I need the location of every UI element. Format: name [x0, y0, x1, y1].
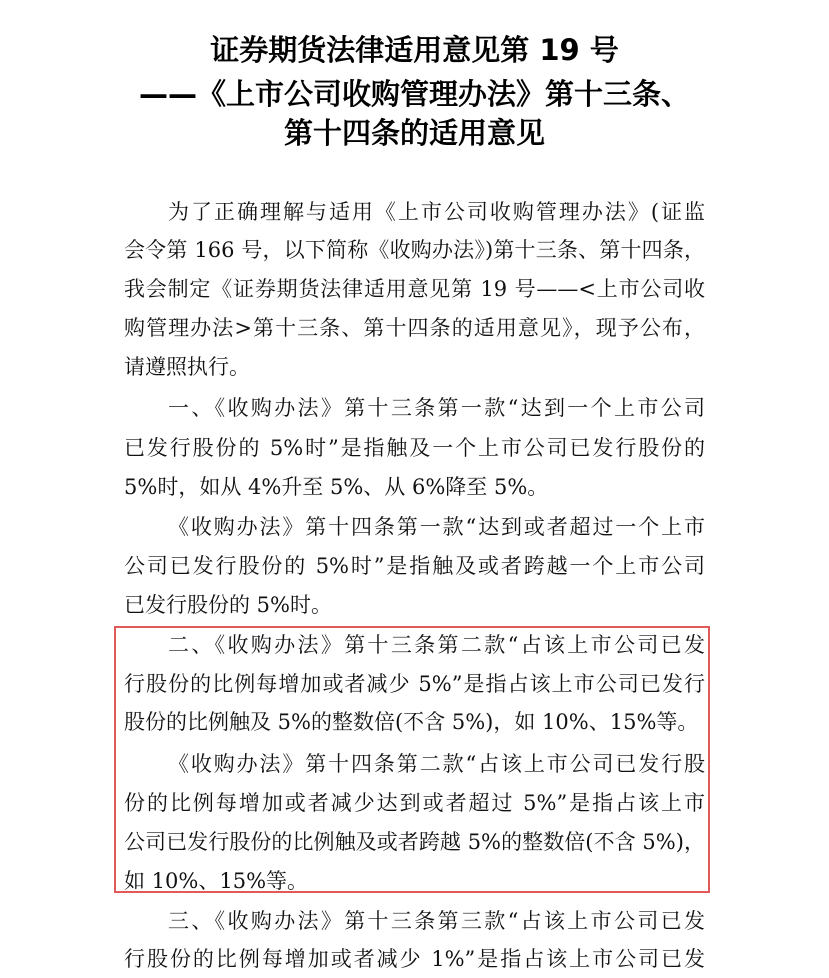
title-line-2: ——《上市公司收购管理办法》第十三条、 — [138, 77, 690, 111]
paragraph-1-line-4: 购管理办法>第十三条、第十四条的适用意见》，现予公布， — [124, 316, 705, 340]
paragraph-4-line-1: 二、《收购办法》第十三条第二款“占该上市公司已发 — [168, 633, 705, 657]
paragraph-4-line-2: 行股份的比例每增加或者减少 5%”是指占该上市公司已发行 — [124, 672, 705, 696]
paragraph-1-line-2: 会令第 166 号，以下简称《收购办法》)第十三条、第十四条， — [124, 238, 705, 262]
paragraph-1-line-1: 为了正确理解与适用《上市公司收购管理办法》(证监 — [168, 200, 705, 224]
paragraph-5-line-2: 份的比例每增加或者减少达到或者超过 5%”是指占该上市 — [124, 791, 705, 815]
paragraph-4-line-3: 股份的比例触及 5%的整数倍(不含 5%)，如 10%、15%等。 — [124, 710, 699, 734]
paragraph-5-line-1: 《收购办法》第十四条第二款“占该上市公司已发行股 — [168, 752, 705, 776]
paragraph-5-line-3: 公司已发行股份的比例触及或者跨越 5%的整数倍(不含 5%)， — [124, 830, 705, 854]
paragraph-3-line-2: 公司已发行股份的 5%时”是指触及或者跨越一个上市公司 — [124, 554, 705, 578]
paragraph-3-line-3: 已发行股份的 5%时。 — [124, 593, 332, 617]
paragraph-2-line-2: 已发行股份的 5%时”是指触及一个上市公司已发行股份的 — [124, 436, 705, 460]
paragraph-6-line-2: 行股份的比例每增加或者减少 1%”是指占该上市公司已发 — [124, 947, 705, 971]
paragraph-2-line-3: 5%时，如从 4%升至 5%、从 6%降至 5%。 — [124, 475, 549, 499]
paragraph-3-line-1: 《收购办法》第十四条第一款“达到或者超过一个上市 — [168, 515, 705, 539]
paragraph-6-line-1: 三、《收购办法》第十三条第三款“占该上市公司已发 — [168, 909, 705, 933]
title-line-1: 证券期货法律适用意见第 19 号 — [210, 33, 619, 67]
paragraph-1-line-5: 请遵照执行。 — [124, 355, 250, 379]
paragraph-5-line-4: 如 10%、15%等。 — [124, 869, 309, 893]
paragraph-1-line-3: 我会制定《证券期货法律适用意见第 19 号——<上市公司收 — [124, 277, 705, 301]
title-line-3: 第十四条的适用意见 — [283, 116, 545, 150]
paragraph-2-line-1: 一、《收购办法》第十三条第一款“达到一个上市公司 — [168, 396, 705, 420]
